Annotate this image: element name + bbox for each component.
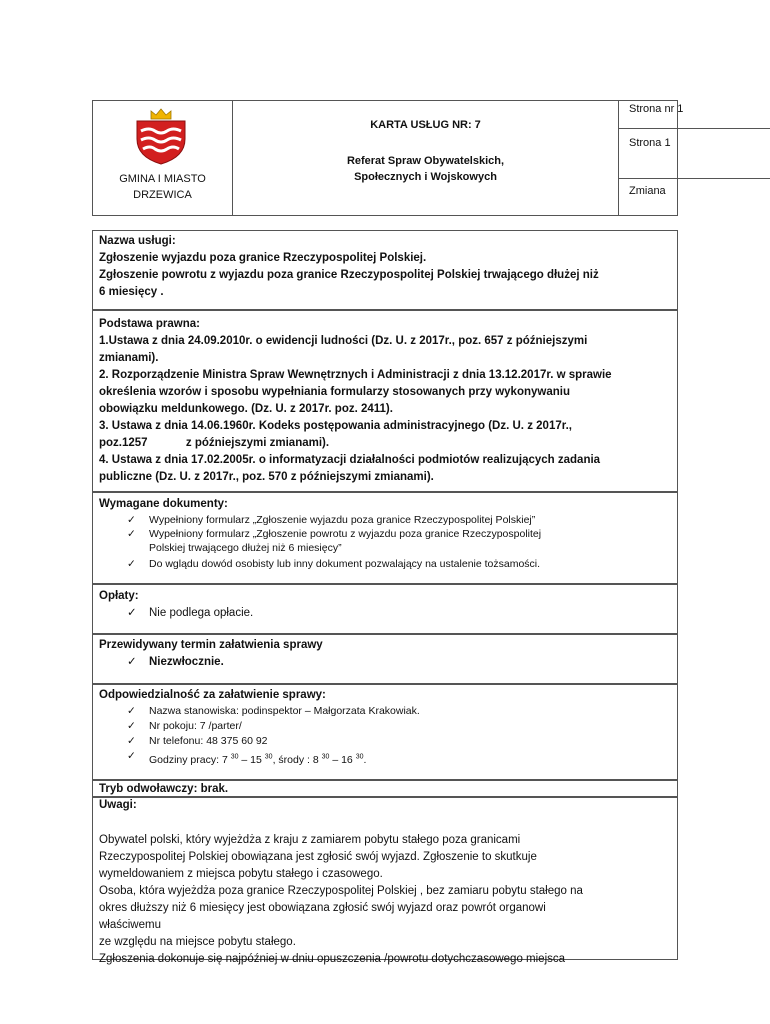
hours-sup: 30	[230, 753, 239, 760]
note-line: wymeldowaniem z miejsca pobytu stałego i czasowego.	[99, 868, 383, 880]
position-text: Nazwa stanowiska: podinspektor – Małgorzata Krakowiak.	[149, 705, 420, 717]
header-table	[92, 100, 684, 216]
check-icon: ✓	[127, 705, 136, 717]
note-line: Zgłoszenia dokonuje się najpóźniej w dniu opuszczenia /powrotu dotychczasowego miejsca	[99, 953, 566, 965]
legal-line: 3. Ustawa z dnia 14.06.1960r. Kodeks postępowania administracyjnego (Dz. U. z 2017r.,	[99, 420, 572, 432]
municipality-line2: DRZEWICA	[133, 189, 192, 201]
check-icon: ✓	[127, 607, 137, 619]
section-title: Wymagane dokumenty:	[99, 498, 228, 510]
legal-basis-section	[92, 310, 678, 492]
list-item	[127, 605, 671, 622]
check-icon: ✓	[127, 735, 136, 747]
hours-text	[149, 754, 366, 766]
list-item	[127, 704, 671, 719]
legal-line: określenia wzorów i sposobu wypełniania formularzy stosowanych przy wykonywaniu	[99, 386, 570, 398]
section-title: Opłaty:	[99, 590, 139, 602]
legal-line: poz.1257 z późniejszymi zmianami).	[99, 437, 330, 449]
legal-line: zmianami).	[99, 352, 159, 364]
municipality-name	[93, 171, 232, 203]
deadline-section	[92, 634, 678, 684]
section-title: Nazwa usługi:	[99, 235, 176, 247]
list-item	[127, 749, 671, 768]
hours-sup: 30	[321, 753, 330, 760]
page-label: Strona 1	[619, 129, 770, 179]
note-line: Obywatel polski, który wyjeżdża z kraju z zamiarem pobytu stałego poza granicami	[99, 834, 521, 846]
service-name-section	[92, 230, 678, 310]
card-title: KARTA USŁUG NR: 7	[370, 119, 481, 131]
deadline-text: Niezwłocznie.	[149, 656, 224, 668]
list-item	[127, 654, 671, 671]
service-line: 6 miesięcy .	[99, 286, 164, 298]
hours-part: Godziny pracy: 7	[149, 753, 231, 766]
legal-line: 2. Rozporządzenie Ministra Spraw Wewnętrznych i Administracji z dnia 13.12.2017r. w sprawie	[99, 369, 612, 381]
check-icon: ✓	[127, 558, 136, 570]
check-icon: ✓	[127, 528, 136, 540]
check-icon: ✓	[127, 656, 137, 668]
fee-text: Nie podlega opłacie.	[149, 607, 254, 619]
required-documents-section	[92, 492, 678, 584]
hours-part: , środy : 8	[272, 753, 322, 766]
hours-part: .	[363, 753, 367, 766]
coat-of-arms-icon	[133, 107, 189, 165]
hours-sup: 30	[355, 753, 364, 760]
title-cell	[233, 101, 619, 215]
deadline-list	[99, 654, 671, 671]
legal-line: 4. Ustawa z dnia 17.02.2005r. o informatyzacji działalności podmiotów realizujących zadania	[99, 454, 601, 466]
list-item	[127, 527, 671, 555]
department-line1: Referat Spraw Obywatelskich,	[346, 155, 505, 167]
note-line: okres dłuższy niż 6 miesięcy jest obowiązana zgłosić swój wyjazd oraz powrót organowi	[99, 902, 546, 914]
phone-text: Nr telefonu: 48 375 60 92	[149, 735, 268, 747]
section-title: Podstawa prawna:	[99, 318, 200, 330]
note-line: Rzeczypospolitej Polskiej obowiązana jest zgłosić swój wyjazd. Zgłoszenie to skutkuje	[99, 851, 537, 863]
fees-list	[99, 605, 671, 622]
municipality-line1: GMINA I MIASTO	[119, 173, 206, 185]
documents-list	[99, 513, 671, 571]
service-line: Zgłoszenie powrotu z wyjazdu poza granice Rzeczypospolitej Polskiej trwającego dłużej niż	[99, 269, 599, 281]
document-text: Wypełniony formularz „Zgłoszenie wyjazdu poza granice Rzeczypospolitej Polskiej”	[149, 514, 536, 526]
section-title: Tryb odwoławczy: brak.	[99, 783, 229, 795]
list-item	[127, 557, 671, 571]
department-line2: Społecznych i Wojskowych	[354, 171, 497, 183]
hours-part: – 15	[238, 753, 265, 766]
list-item	[127, 734, 671, 749]
page-number-label: Strona nr 1	[619, 101, 770, 129]
document-text: Do wglądu dowód osobisty lub inny dokument pozwalający na ustalenie tożsamości.	[149, 558, 541, 570]
responsibility-section	[92, 684, 678, 780]
fees-section	[92, 584, 678, 634]
section-title: Przewidywany termin załatwienia sprawy	[99, 639, 323, 651]
legal-line: publiczne (Dz. U. z 2017r., poz. 570 z późniejszymi zmianami).	[99, 471, 434, 483]
note-line: właściwemu	[99, 919, 161, 931]
section-title: Uwagi:	[99, 799, 137, 811]
service-line: Zgłoszenie wyjazdu poza granice Rzeczypospolitej Polskiej.	[99, 252, 427, 264]
check-icon: ✓	[127, 750, 136, 762]
room-text: Nr pokoju: 7 /parter/	[149, 720, 242, 732]
hours-part: – 16	[329, 753, 356, 766]
list-item	[127, 513, 671, 527]
legal-line: 1.Ustawa z dnia 24.09.2010r. o ewidencji ludności (Dz. U. z 2017r., poz. 657 z późniejszymi	[99, 335, 588, 347]
responsibility-list	[99, 704, 671, 768]
check-icon: ✓	[127, 514, 136, 526]
logo-cell	[93, 101, 233, 215]
list-item	[127, 719, 671, 734]
check-icon: ✓	[127, 720, 136, 732]
document-text: Wypełniony formularz „Zgłoszenie powrotu z wyjazdu poza granice Rzeczypospolitej Polskiej trwającego dłużej niż 6 miesięcy”	[149, 528, 542, 554]
page-info-cell	[619, 101, 684, 215]
hours-sup: 30	[264, 753, 273, 760]
note-line: Osoba, która wyjeżdża poza granice Rzeczypospolitej Polskiej , bez zamiaru pobytu stałego na	[99, 885, 583, 897]
section-title: Odpowiedzialność za załatwienie sprawy:	[99, 689, 326, 701]
notes-section	[92, 796, 678, 965]
legal-line: obowiązku meldunkowego. (Dz. U. z 2017r. poz. 2411).	[99, 403, 393, 415]
department-name	[233, 153, 618, 185]
revision-label: Zmiana	[629, 185, 666, 197]
note-line: ze względu na miejsce pobytu stałego.	[99, 936, 296, 948]
